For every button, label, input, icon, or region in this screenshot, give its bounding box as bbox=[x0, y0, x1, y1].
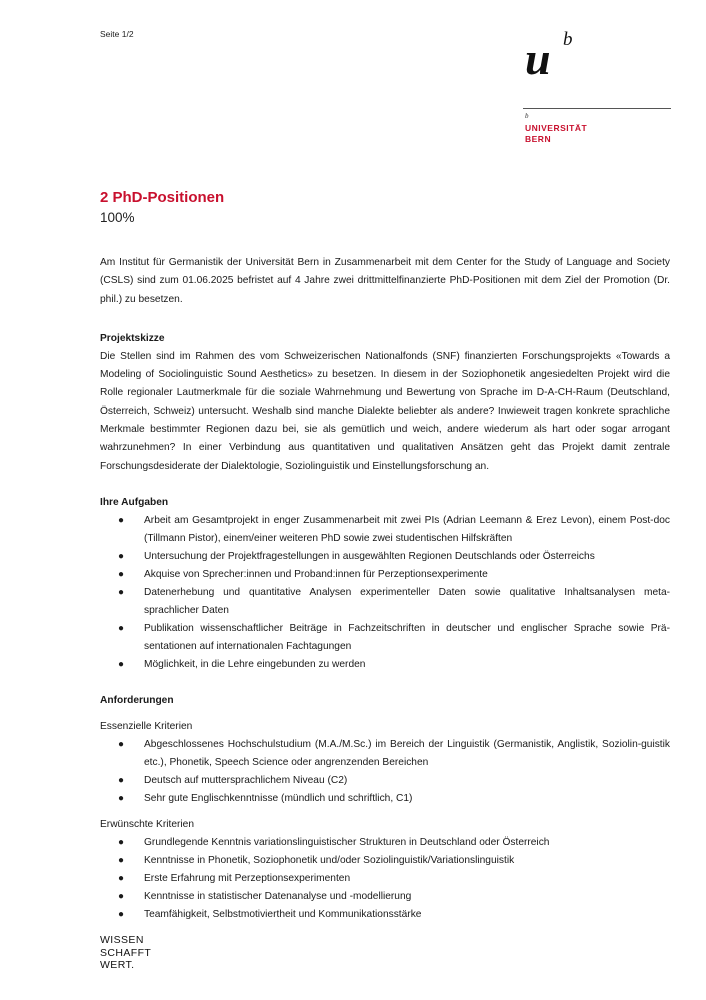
projektskizze-paragraph: Die Stellen sind im Rahmen des vom Schweizerischen Nationalfonds (SNF) finanzierten Forschungsprojekts «Towards a Modeling of Sociolinguistic Sound Aesthetics» zu besetzen. In diesem in der Soziophonetik angesiedelten Projekt wird die Rolle regionaler Lautmerkmale für die soziale Wahrnehmung und Bewertung von Sprache im D-A-CH-Raum (Deutschland, Österreich, Schweiz) untersucht. Weshalb sind manche Dialekte beliebter als andere? Inwieweit tragen konkrete sprachliche Merkmale bestimmter Regionen dazu bei, sie als gemütlich und weich, andere wiederum als hart oder sogar arrogant wahrzunehmen? In einer Verbindung aus quantitativen und qualitativen Ansätzen geht das Projekt damit zentrale Forschungsdesiderate der Dialektologie, Soziolinguistik und Einstellungsforschung an. bbox=[100, 350, 670, 472]
page-number: Seite 1/2 bbox=[100, 29, 134, 39]
aufgaben-list bbox=[100, 512, 670, 674]
projektskizze-heading: Projektskizze bbox=[100, 332, 165, 344]
list-item: ● Publikation wissenschaftlicher Beiträge in Fachzeitschriften in deutscher und englischer Sprache sowie Prä-sentationen auf internationalen Fachtagungen bbox=[144, 620, 670, 656]
bullet-icon: ● bbox=[118, 658, 125, 670]
logo-name-line1: UNIVERSITÄT bbox=[525, 123, 588, 133]
footer-slogan-line2: SCHAFFT bbox=[100, 946, 152, 959]
logo-b-glyph: b bbox=[563, 29, 573, 50]
footer-slogan-line1: WISSEN bbox=[100, 934, 144, 946]
anforderungen-section bbox=[100, 692, 670, 924]
bullet-icon: ● bbox=[118, 738, 125, 750]
logo-divider bbox=[523, 108, 671, 109]
bullet-icon: ● bbox=[118, 792, 125, 804]
page-title: 2 PhD-Positionen bbox=[100, 189, 225, 206]
erwuenschte-kriterien-list bbox=[100, 834, 670, 924]
bullet-icon: ● bbox=[118, 514, 125, 526]
list-item: ● Arbeit am Gesamtprojekt in enger Zusammenarbeit mit zwei PIs (Adrian Leemann & Erez Levon), einem Post-doc (Tillmann Pistor), einem/einer weiteren PhD sowie zwei studentischen Hilfskräften bbox=[144, 512, 670, 548]
aufgaben-section bbox=[100, 494, 670, 674]
page-subtitle: 100% bbox=[100, 210, 135, 225]
list-item: ● Akquise von Sprecher:innen und Proband:innen für Perzeptionsexperimente bbox=[144, 566, 670, 584]
essenzielle-kriterien-heading: Essenzielle Kriterien bbox=[100, 720, 193, 732]
bullet-icon: ● bbox=[118, 836, 125, 848]
logo-small-b-glyph: b bbox=[525, 112, 529, 120]
logo-university-name bbox=[525, 123, 587, 145]
list-item: ● Untersuchung der Projektfragestellungen in ausgewählten Regionen Deutschlands oder Österreichs bbox=[144, 548, 670, 566]
essenzielle-kriterien-list bbox=[100, 736, 670, 808]
footer-slogan-line3: WERT. bbox=[100, 959, 135, 971]
logo-u-glyph: u bbox=[525, 33, 551, 84]
bullet-icon: ● bbox=[118, 854, 125, 866]
document-body bbox=[100, 188, 670, 924]
footer-slogan-logo bbox=[100, 934, 151, 972]
bullet-icon: ● bbox=[118, 872, 125, 884]
bullet-icon: ● bbox=[118, 908, 125, 920]
list-item: ● Datenerhebung und quantitative Analysen experimenteller Daten sowie qualitative Inhaltsanalysen meta-sprachlicher Daten bbox=[144, 584, 670, 620]
bullet-icon: ● bbox=[118, 568, 125, 580]
list-item: ● Kenntnisse in statistischer Datenanalyse und -modellierung bbox=[144, 888, 670, 906]
list-item: ● Grundlegende Kenntnis variationslinguistischer Strukturen in Deutschland oder Österreich bbox=[144, 834, 670, 852]
bullet-icon: ● bbox=[118, 622, 125, 634]
list-item: ● Sehr gute Englischkenntnisse (mündlich und schriftlich, C1) bbox=[144, 790, 670, 808]
university-logo bbox=[523, 30, 671, 150]
aufgaben-heading: Ihre Aufgaben bbox=[100, 496, 169, 508]
intro-paragraph: Am Institut für Germanistik der Universität Bern in Zusammenarbeit mit dem Center for the Study of Language and Society (CSLS) sind zum 01.06.2025 befristet auf 4 Jahre zwei drittmittelfinanzierte PhD-Positionen mit dem Ziel der Promotion (Dr. phil.) zu besetzen. bbox=[100, 257, 670, 305]
list-item: ● Möglichkeit, in die Lehre eingebunden zu werden bbox=[144, 656, 670, 674]
bullet-icon: ● bbox=[118, 586, 125, 598]
list-item: ● Abgeschlossenes Hochschulstudium (M.A./M.Sc.) im Bereich der Linguistik (Germanistik, Anglistik, Soziolin-guistik etc.), Phonetik, Speech Science oder angrenzenden Bereichen bbox=[144, 736, 670, 772]
list-item: ● Kenntnisse in Phonetik, Soziophonetik und/oder Soziolinguistik/Variationslinguistik bbox=[144, 852, 670, 870]
erwuenschte-kriterien-heading: Erwünschte Kriterien bbox=[100, 818, 194, 830]
projektskizze-section bbox=[100, 330, 670, 476]
anforderungen-heading: Anforderungen bbox=[100, 694, 174, 706]
bullet-icon: ● bbox=[118, 550, 125, 562]
list-item: ● Teamfähigkeit, Selbstmotiviertheit und Kommunikationsstärke bbox=[144, 906, 670, 924]
list-item: ● Erste Erfahrung mit Perzeptionsexperimenten bbox=[144, 870, 670, 888]
bullet-icon: ● bbox=[118, 890, 125, 902]
list-item: ● Deutsch auf muttersprachlichem Niveau (C2) bbox=[144, 772, 670, 790]
bullet-icon: ● bbox=[118, 774, 125, 786]
logo-name-line2: BERN bbox=[525, 134, 552, 144]
